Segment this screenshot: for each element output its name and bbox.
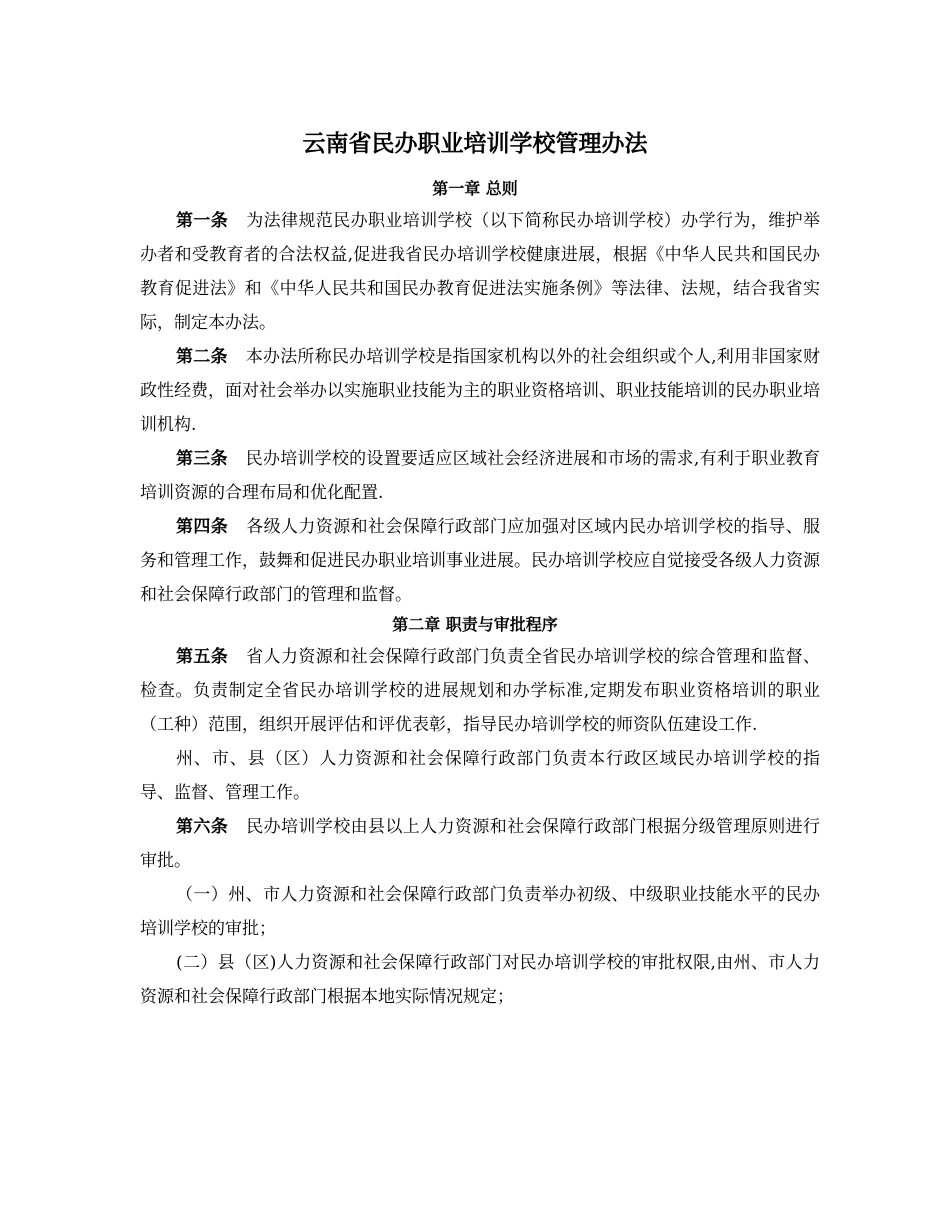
document-title: 云南省民办职业培训学校管理办法 [302, 131, 648, 157]
article-text: 本办法所称民办培训学校是指国家机构以外的社会组织或个人,利用非国家财政性经费，面对社会举办以实施职业技能为主的职业资格培训、职业技能培训的民办职业培训机构. [140, 347, 820, 435]
article-text: 各级人力资源和社会保障行政部门应加强对区域内民办培训学校的指导、服务和管理工作，鼓舞和促进民办职业培训事业进展。民办培训学校应自觉接受各级人力资源和社会保障行政部门的管理和监督。 [140, 517, 821, 605]
article-number: 第一条 [176, 211, 229, 231]
article-text: 为法律规范民办职业培训学校（以下简称民办培训学校）办学行为，维护举办者和受教育者的合法权益,促进我省民办培训学校健康进展，根据《中华人民共和国民办教育促进法》和《中华人民共和国民办教育促进法实施条例》等法律、法规，结合我省实际，制定本办法。 [140, 211, 821, 333]
chapter-1 [140, 176, 820, 612]
article-paragraph [140, 640, 820, 742]
article-number: 第四条 [176, 517, 229, 537]
list-item-text: (二）县（区)人力资源和社会保障行政部门对民办培训学校的审批权限,由州、市人力资源和社会保障行政部门根据本地实际情况规定； [140, 953, 820, 1007]
article-paragraph [140, 204, 820, 340]
article-text: 省人力资源和社会保障行政部门负责全省民办培训学校的综合管理和监督、检查。负责制定全省民办培训学校的进展规划和办学标准,定期发布职业资格培训的职业（工种）范围，组织开展评估和评优表彰，指导民办培训学校的师资队伍建设工作. [140, 647, 821, 735]
article-paragraph [140, 510, 820, 612]
article-text: 民办培训学校由县以上人力资源和社会保障行政部门根据分级管理原则进行审批。 [140, 817, 821, 871]
article-number: 第三条 [176, 449, 228, 469]
article-paragraph [140, 442, 820, 510]
article-paragraph [140, 340, 820, 442]
body-paragraph [140, 742, 820, 810]
article-number: 第五条 [176, 647, 229, 667]
chapter-heading: 第二章 职责与审批程序 [392, 615, 558, 634]
paragraph-text: 州、市、县（区）人力资源和社会保障行政部门负责本行政区域民办培训学校的指导、监督、管理工作。 [140, 749, 820, 803]
list-item-text: （一）州、市人力资源和社会保障行政部门负责举办初级、中级职业技能水平的民办培训学校的审批； [140, 885, 820, 939]
article-number: 第二条 [176, 347, 228, 367]
chapter-2 [140, 612, 820, 1014]
article-number: 第六条 [176, 817, 229, 837]
article-text: 民办培训学校的设置要适应区域社会经济进展和市场的需求,有利于职业教育培训资源的合理布局和优化配置. [140, 449, 820, 503]
chapter-heading: 第一章 总则 [432, 179, 518, 198]
article-paragraph [140, 810, 820, 878]
list-item-paragraph [140, 946, 820, 1014]
list-item-paragraph [140, 878, 820, 946]
